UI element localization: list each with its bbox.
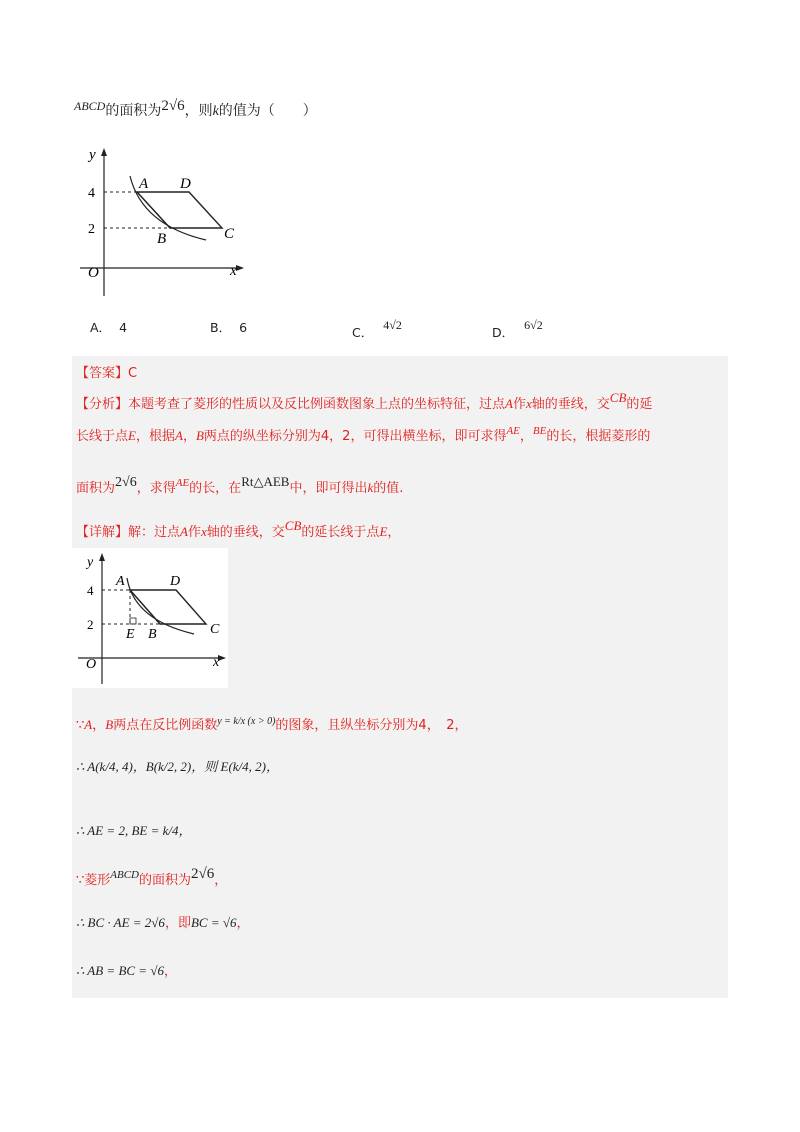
x-axis-arrow <box>236 265 244 271</box>
answer-line <box>76 362 137 381</box>
analysis-line-1 <box>76 390 652 412</box>
step-text: 两点在反比例函数 <box>113 718 218 733</box>
math-k: k <box>212 104 219 119</box>
detail-text: 的延长线于点 <box>301 525 380 540</box>
point-d: D <box>180 176 191 192</box>
detail-line <box>76 518 400 540</box>
rhombus-abcd <box>137 192 222 228</box>
analysis-text: ， <box>182 429 196 444</box>
question-text-1: 的面积为 <box>105 103 162 119</box>
option-c <box>352 318 402 341</box>
option-a-value: 4 <box>119 320 128 335</box>
analysis-text: 作 <box>512 397 526 412</box>
y-axis-arrow <box>99 553 105 561</box>
step-math: 2√6 <box>191 866 215 882</box>
step-text: ∵ <box>76 718 85 733</box>
detail-text: ， <box>387 525 401 540</box>
analysis-text: 本题考查了菱形的性质以及反比例函数图象上点的坐标特征，过点 <box>128 397 506 412</box>
right-angle-mark <box>130 618 136 624</box>
analysis-text: 的值. <box>373 481 404 496</box>
figure-1 <box>72 140 247 300</box>
question-line <box>74 98 317 120</box>
analysis-text: 两点的纵坐标分别为4，2，可得出横坐标，即可求得 <box>203 429 507 444</box>
point-b: B <box>157 231 167 247</box>
step-5 <box>76 912 250 931</box>
step-math-line: ∴ AE = 2, BE = k/4， <box>76 823 192 838</box>
point-a: A <box>116 574 125 589</box>
step-6 <box>76 960 177 979</box>
tick-2: 2 <box>87 617 94 632</box>
step-math: ∴ BC · AE = 2√6 <box>76 915 165 930</box>
analysis-math: B <box>195 428 204 443</box>
detail-math: A <box>180 524 188 539</box>
analysis-math: 2√6 <box>115 475 137 490</box>
figure-2 <box>72 548 228 688</box>
step-text: ， <box>163 964 177 979</box>
step-math-line: ∴ A(k/4, 4)，B(k/2, 2)，则 E(k/4, 2)， <box>76 759 279 774</box>
step-4 <box>76 866 227 888</box>
analysis-math: A <box>174 428 183 443</box>
detail-math: E <box>379 524 388 539</box>
option-c-value: 4√2 <box>383 318 402 332</box>
tick-4: 4 <box>88 186 95 201</box>
analysis-text: 中，即可得出 <box>289 481 368 496</box>
step-text: ， <box>236 916 250 931</box>
analysis-line-3 <box>76 474 403 496</box>
step-1 <box>76 714 467 733</box>
point-c: C <box>210 622 220 637</box>
hyperbola-curve <box>127 578 194 634</box>
analysis-math: E <box>128 428 136 443</box>
step-text: 的面积为 <box>139 873 192 888</box>
analysis-text: 轴的垂线，交 <box>531 397 610 412</box>
y-label: y <box>89 147 96 163</box>
analysis-math: x <box>526 396 532 411</box>
detail-text: 轴的垂线，交 <box>206 525 285 540</box>
detail-math: x <box>201 524 207 539</box>
option-b <box>210 318 247 336</box>
analysis-math: CB <box>609 390 627 405</box>
detail-math: CB <box>284 518 302 533</box>
option-a <box>90 318 127 336</box>
step-text: ∵菱形 <box>76 873 111 888</box>
math-area: 2√6 <box>161 98 185 114</box>
analysis-math: Rt△AEB <box>241 474 290 489</box>
step-math: BC = √6 <box>190 915 237 930</box>
point-e: E <box>126 627 135 642</box>
step-text: ， <box>214 873 228 888</box>
point-c: C <box>224 226 235 242</box>
tick-4: 4 <box>87 583 94 598</box>
analysis-math: A <box>505 396 513 411</box>
step-math: ABCD <box>110 869 140 881</box>
analysis-text: 的长，根据菱形的 <box>546 429 651 444</box>
point-d: D <box>170 574 181 589</box>
function-expr: y = k/x (x > 0) <box>217 716 276 727</box>
origin-label: O <box>86 657 97 672</box>
analysis-text: ，求得 <box>136 481 176 496</box>
option-b-value: 6 <box>239 320 248 335</box>
answer-tag: 【答案】 <box>76 366 129 381</box>
step-2 <box>76 756 279 775</box>
math-abcd: ABCD <box>74 99 106 113</box>
analysis-math: AE <box>175 477 190 489</box>
option-c-letter: C． <box>352 325 374 340</box>
step-3 <box>76 820 191 839</box>
answer-value: C <box>128 366 138 381</box>
step-math: B <box>105 717 114 732</box>
step-text: ， <box>92 718 106 733</box>
detail-text: 解：过点 <box>128 525 181 540</box>
option-a-letter: A． <box>90 320 112 335</box>
analysis-tag: 【分析】 <box>76 397 129 412</box>
analysis-math: k <box>367 480 374 495</box>
tick-2: 2 <box>88 222 95 237</box>
analysis-text: ， <box>519 429 533 444</box>
solution-panel <box>72 356 728 998</box>
analysis-text: 的延 <box>626 397 653 412</box>
y-label: y <box>87 555 94 570</box>
option-d-value: 6√2 <box>524 318 543 332</box>
step-math: A <box>84 717 93 732</box>
option-d <box>492 318 543 341</box>
analysis-text: ，根据 <box>135 429 175 444</box>
diag-ab <box>130 590 160 624</box>
x-label: x <box>213 655 220 670</box>
origin-label: O <box>88 265 99 281</box>
analysis-text: 长线于点 <box>76 429 129 444</box>
analysis-text: 的长，在 <box>189 481 242 496</box>
option-b-letter: B． <box>210 320 232 335</box>
analysis-math: AE <box>506 425 520 437</box>
detail-tag: 【详解】 <box>76 525 129 540</box>
step-math: ∴ AB = BC = √6 <box>76 963 164 978</box>
detail-text: 作 <box>187 525 201 540</box>
analysis-text: 面积为 <box>76 481 116 496</box>
point-b: B <box>148 627 157 642</box>
x-label: x <box>230 263 237 279</box>
analysis-line-2 <box>76 425 650 444</box>
analysis-math: BE <box>532 425 547 437</box>
question-text-2: ，则 <box>184 103 213 119</box>
diag-ab <box>137 192 170 228</box>
point-a: A <box>139 176 149 192</box>
question-text-3: 的值为（ ） <box>218 103 317 119</box>
y-axis-arrow <box>101 148 107 156</box>
option-d-letter: D． <box>492 325 515 340</box>
step-text: 的图象，且纵坐标分别为4， 2， <box>275 718 468 733</box>
step-text: ，即 <box>164 916 191 931</box>
